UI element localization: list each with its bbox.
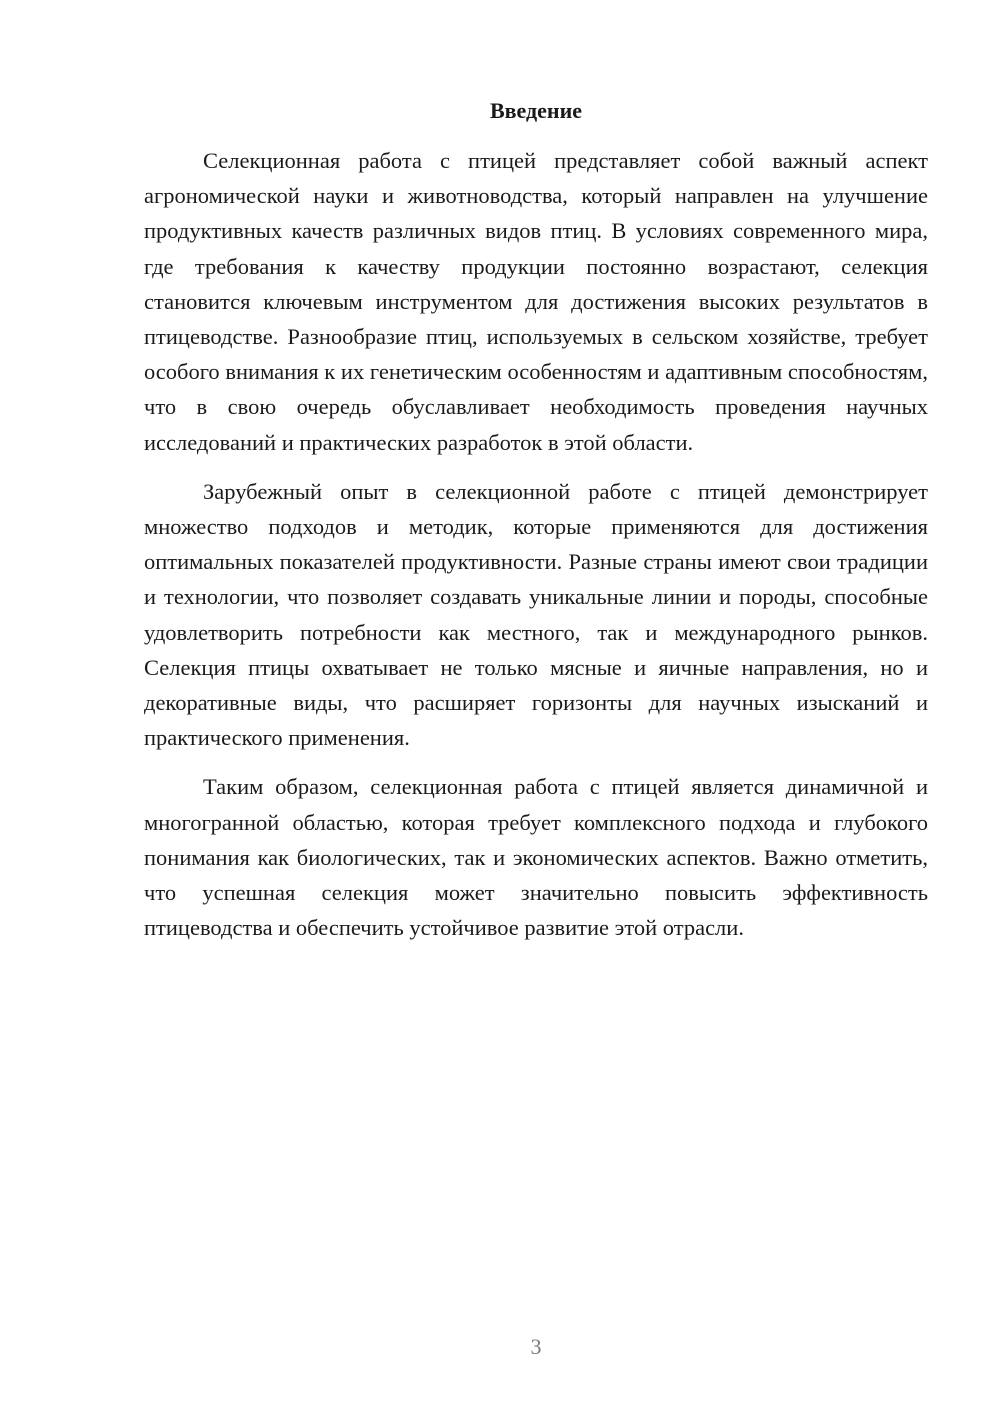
page-number: 3 [530,1334,542,1359]
body-text [144,143,928,959]
paragraph-2: Зарубежный опыт в селекционной работе с птицей демонстрирует множество подходов и методик, которые применяются для достижения оптимальных показателей продуктивности. Разные страны имеют свои традиции и технологии, что позволяет создавать уникальные линии и породы, способные удовлетворить потребности как местного, так и международного рынков. Селекция птицы охватывает не только мясные и яичные направления, но и декоративные виды, что расширяет горизонты для научных изысканий и практического применения. [144,478,928,751]
paragraph-3: Таким образом, селекционная работа с птицей является динамичной и многогранной областью, которая требует комплексного подхода и глубокого понимания как биологических, так и экономических аспектов. Важно отметить, что успешная селекция может значительно повысить эффективность птицеводства и обеспечить устойчивое развитие этой отрасли. [144,774,928,941]
paragraph-1: Селекционная работа с птицей представляет собой важный аспект агрономической науки и животноводства, который направлен на улучшение продуктивных качеств различных видов птиц. В условиях современного мира, где требования к качеству продукции постоянно возрастают, селекция становится ключевым инструментом для достижения высоких результатов в птицеводстве. Разнообразие птиц, используемых в сельском хозяйстве, требует особого внимания к их генетическим особенностям и адаптивным способностям, что в свою очередь обуславливает необходимость проведения научных исследований и практических разработок в этой области. [144,148,928,455]
section-heading: Введение [489,98,583,123]
